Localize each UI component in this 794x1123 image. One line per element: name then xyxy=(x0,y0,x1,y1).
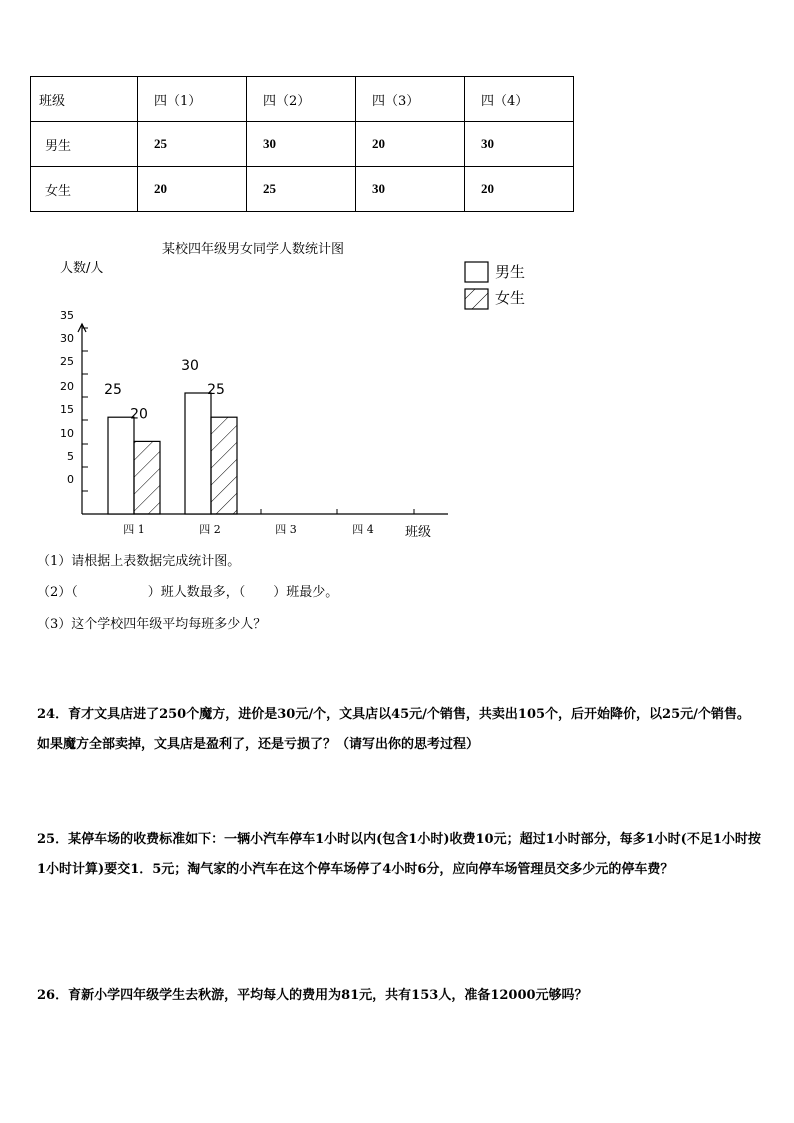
y-tick-label: 30 xyxy=(60,332,74,345)
y-tick-label: 5 xyxy=(67,450,74,463)
bar xyxy=(211,417,237,514)
question-3: （3）这个学校四年级平均每班多少人？ xyxy=(37,617,267,632)
table-cell: 班级 xyxy=(31,77,138,122)
legend-swatch-boys xyxy=(465,262,488,282)
y-tick-label: 35 xyxy=(60,309,74,322)
x-tick-label: 四 2 xyxy=(199,523,221,536)
chart-bars xyxy=(104,358,237,514)
y-tick-label: 0 xyxy=(67,473,74,486)
table-row-boys xyxy=(31,122,574,167)
y-axis-label: 人数/人 xyxy=(60,261,104,276)
bar xyxy=(108,417,134,514)
problem-26: 26．育新小学四年级学生去秋游，平均每人的费用为81元，共有153人，准备12000元够吗？ xyxy=(37,988,588,1003)
y-tick-label: 20 xyxy=(60,380,74,393)
bar xyxy=(134,441,160,514)
bar-chart xyxy=(0,230,560,545)
legend-swatch-girls xyxy=(465,289,488,309)
question-2-part-c: ）班最少。 xyxy=(273,585,339,600)
table-row-girls xyxy=(31,167,574,212)
y-tick-label: 25 xyxy=(60,355,74,368)
chart-title: 某校四年级男女同学人数统计图 xyxy=(162,242,345,257)
bar-value-label: 25 xyxy=(207,382,225,399)
question-2-part-a: （2）（ xyxy=(37,585,78,600)
table-cell: 20 xyxy=(465,167,574,212)
table-cell: 四（1） xyxy=(138,77,247,122)
table-cell: 四（3） xyxy=(356,77,465,122)
table-cell: 20 xyxy=(356,122,465,167)
table-header-row xyxy=(31,77,574,122)
class-data-table xyxy=(30,76,574,212)
legend-label-girls: 女生 xyxy=(495,289,526,307)
table-cell: 四（2） xyxy=(247,77,356,122)
x-tick-label: 四 1 xyxy=(123,523,145,536)
table-cell: 四（4） xyxy=(465,77,574,122)
question-2-part-b: ）班人数最多，（ xyxy=(147,585,246,600)
x-axis-label: 班级 xyxy=(405,525,432,540)
legend-label-boys: 男生 xyxy=(495,263,526,281)
question-1: （1）请根据上表数据完成统计图。 xyxy=(37,554,241,569)
table-cell: 30 xyxy=(356,167,465,212)
x-tick-label: 四 4 xyxy=(352,523,374,536)
table-cell: 女生 xyxy=(31,167,138,212)
bar-value-label: 20 xyxy=(130,406,148,423)
table-cell: 男生 xyxy=(31,122,138,167)
problem-24: 24．育才文具店进了250个魔方，进价是30元/个，文具店以45元/个销售，共卖出105个，后开始降价，以25元/个销售。如果魔方全部卖掉，文具店是盈利了，还是亏损了？（请写出你的思考过程） xyxy=(37,707,750,752)
y-tick-label: 15 xyxy=(60,403,74,416)
bar-value-label: 25 xyxy=(104,382,122,399)
bar xyxy=(185,393,211,514)
bar-value-label: 30 xyxy=(181,358,199,374)
question-2 xyxy=(37,581,338,600)
y-ticks xyxy=(60,309,88,491)
x-tick-label: 四 3 xyxy=(275,523,297,536)
table-cell: 20 xyxy=(138,167,247,212)
problem-25: 25．某停车场的收费标准如下：一辆小汽车停车1小时以内(包含1小时)收费10元；超过1小时部分，每多1小时(不足1小时按1小时计算)要交1．5元；淘气家的小汽车在这个停车场停了4小时6分，应向停车场管理员交多少元的停车费？ xyxy=(37,832,761,877)
table-cell: 30 xyxy=(465,122,574,167)
table-cell: 25 xyxy=(138,122,247,167)
table-cell: 30 xyxy=(247,122,356,167)
table-cell: 25 xyxy=(247,167,356,212)
y-tick-label: 10 xyxy=(60,427,74,440)
